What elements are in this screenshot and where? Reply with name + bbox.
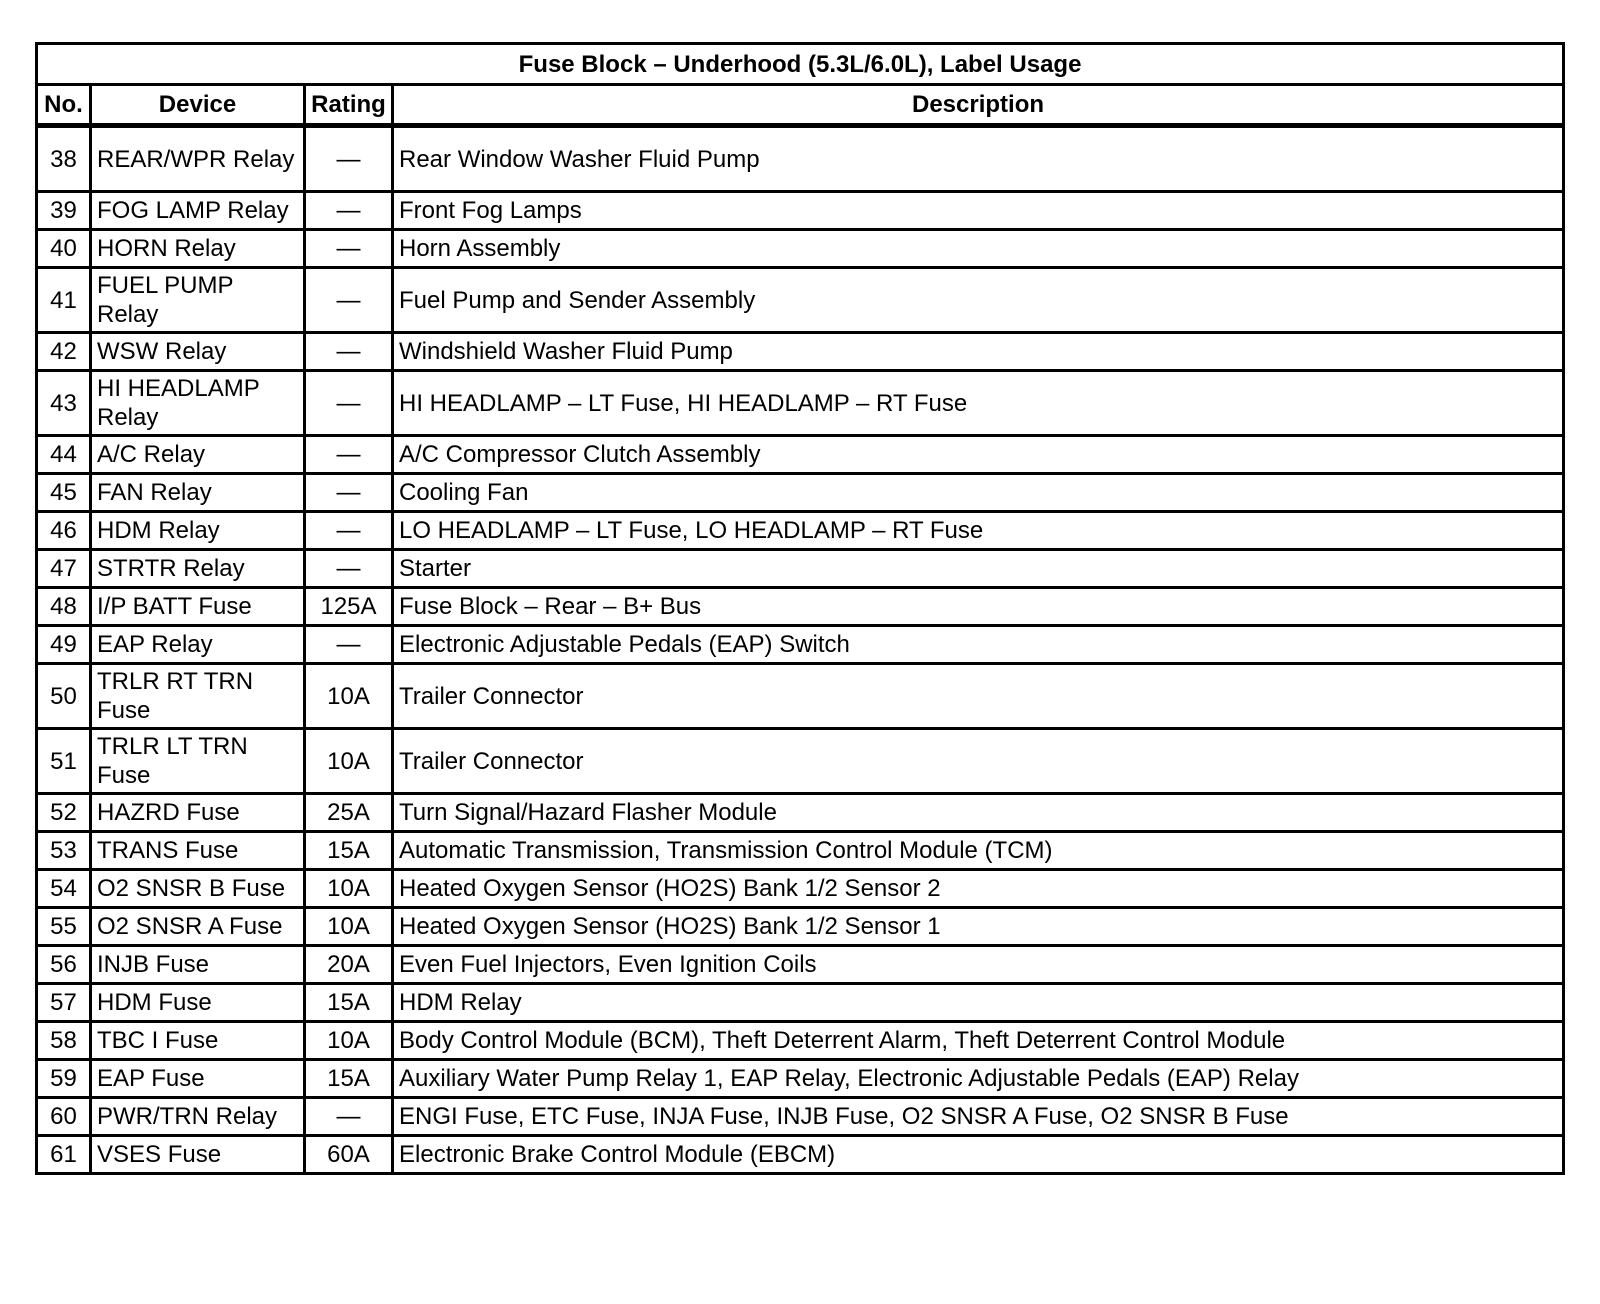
cell-no: 42 xyxy=(37,333,91,371)
cell-rating: 125A xyxy=(305,588,393,626)
table-row xyxy=(37,1098,1564,1136)
cell-device: I/P BATT Fuse xyxy=(91,588,305,626)
column-header-description: Description xyxy=(393,85,1564,126)
cell-description: Fuel Pump and Sender Assembly xyxy=(393,268,1564,333)
cell-no: 48 xyxy=(37,588,91,626)
cell-no: 59 xyxy=(37,1060,91,1098)
cell-description: Trailer Connector xyxy=(393,664,1564,729)
cell-description: Automatic Transmission, Transmission Control Module (TCM) xyxy=(393,832,1564,870)
cell-device: A/C Relay xyxy=(91,436,305,474)
cell-device: FUEL PUMP Relay xyxy=(91,268,305,333)
fuse-block-table xyxy=(35,42,1565,1175)
cell-no: 50 xyxy=(37,664,91,729)
cell-no: 51 xyxy=(37,729,91,794)
cell-description: Rear Window Washer Fluid Pump xyxy=(393,126,1564,192)
cell-no: 52 xyxy=(37,794,91,832)
table-row xyxy=(37,436,1564,474)
cell-no: 41 xyxy=(37,268,91,333)
cell-device: HDM Relay xyxy=(91,512,305,550)
cell-device: EAP Fuse xyxy=(91,1060,305,1098)
cell-rating: 10A xyxy=(305,870,393,908)
table-row xyxy=(37,832,1564,870)
table-row xyxy=(37,588,1564,626)
cell-description: Heated Oxygen Sensor (HO2S) Bank 1/2 Sensor 2 xyxy=(393,870,1564,908)
title-row xyxy=(37,44,1564,85)
cell-rating: — xyxy=(305,268,393,333)
column-header-device: Device xyxy=(91,85,305,126)
cell-rating: — xyxy=(305,1098,393,1136)
cell-no: 38 xyxy=(37,126,91,192)
cell-description: Windshield Washer Fluid Pump xyxy=(393,333,1564,371)
table-row xyxy=(37,664,1564,729)
cell-rating: — xyxy=(305,550,393,588)
cell-rating: 15A xyxy=(305,984,393,1022)
cell-rating: — xyxy=(305,333,393,371)
cell-description: Horn Assembly xyxy=(393,230,1564,268)
cell-description: Starter xyxy=(393,550,1564,588)
cell-rating: — xyxy=(305,192,393,230)
table-row xyxy=(37,946,1564,984)
cell-no: 49 xyxy=(37,626,91,664)
table-row xyxy=(37,474,1564,512)
table-row xyxy=(37,984,1564,1022)
cell-description: A/C Compressor Clutch Assembly xyxy=(393,436,1564,474)
table-row xyxy=(37,333,1564,371)
cell-description: Electronic Brake Control Module (EBCM) xyxy=(393,1136,1564,1174)
cell-description: Cooling Fan xyxy=(393,474,1564,512)
cell-device: FOG LAMP Relay xyxy=(91,192,305,230)
table-row xyxy=(37,908,1564,946)
cell-rating: — xyxy=(305,512,393,550)
cell-device: EAP Relay xyxy=(91,626,305,664)
cell-rating: 20A xyxy=(305,946,393,984)
cell-device: TRANS Fuse xyxy=(91,832,305,870)
cell-rating: — xyxy=(305,436,393,474)
cell-no: 46 xyxy=(37,512,91,550)
table-row xyxy=(37,794,1564,832)
table-body xyxy=(37,126,1564,1174)
cell-description: LO HEADLAMP – LT Fuse, LO HEADLAMP – RT Fuse xyxy=(393,512,1564,550)
cell-device: REAR/WPR Relay xyxy=(91,126,305,192)
table-row xyxy=(37,126,1564,192)
cell-rating: — xyxy=(305,230,393,268)
table-row xyxy=(37,268,1564,333)
cell-no: 57 xyxy=(37,984,91,1022)
cell-description: Heated Oxygen Sensor (HO2S) Bank 1/2 Sensor 1 xyxy=(393,908,1564,946)
table-title: Fuse Block – Underhood (5.3L/6.0L), Label Usage xyxy=(37,44,1564,85)
column-header-row xyxy=(37,85,1564,126)
cell-device: INJB Fuse xyxy=(91,946,305,984)
cell-description: Fuse Block – Rear – B+ Bus xyxy=(393,588,1564,626)
cell-no: 60 xyxy=(37,1098,91,1136)
cell-description: Front Fog Lamps xyxy=(393,192,1564,230)
cell-device: WSW Relay xyxy=(91,333,305,371)
cell-rating: 10A xyxy=(305,1022,393,1060)
cell-no: 55 xyxy=(37,908,91,946)
cell-device: HAZRD Fuse xyxy=(91,794,305,832)
table-row xyxy=(37,870,1564,908)
cell-device: TRLR RT TRN Fuse xyxy=(91,664,305,729)
column-header-no: No. xyxy=(37,85,91,126)
cell-rating: 10A xyxy=(305,664,393,729)
cell-no: 56 xyxy=(37,946,91,984)
cell-device: O2 SNSR B Fuse xyxy=(91,870,305,908)
cell-no: 39 xyxy=(37,192,91,230)
table-row xyxy=(37,230,1564,268)
table-row xyxy=(37,512,1564,550)
cell-device: HORN Relay xyxy=(91,230,305,268)
cell-description: ENGI Fuse, ETC Fuse, INJA Fuse, INJB Fuse, O2 SNSR A Fuse, O2 SNSR B Fuse xyxy=(393,1098,1564,1136)
cell-device: VSES Fuse xyxy=(91,1136,305,1174)
table-row xyxy=(37,1136,1564,1174)
cell-rating: — xyxy=(305,626,393,664)
cell-rating: — xyxy=(305,371,393,436)
table-row xyxy=(37,371,1564,436)
table-row xyxy=(37,729,1564,794)
cell-no: 45 xyxy=(37,474,91,512)
cell-device: HDM Fuse xyxy=(91,984,305,1022)
cell-rating: 10A xyxy=(305,729,393,794)
column-header-rating: Rating xyxy=(305,85,393,126)
cell-rating: 60A xyxy=(305,1136,393,1174)
cell-rating: — xyxy=(305,126,393,192)
cell-description: Electronic Adjustable Pedals (EAP) Switch xyxy=(393,626,1564,664)
cell-description: Turn Signal/Hazard Flasher Module xyxy=(393,794,1564,832)
table-row xyxy=(37,192,1564,230)
cell-description: HI HEADLAMP – LT Fuse, HI HEADLAMP – RT Fuse xyxy=(393,371,1564,436)
cell-no: 54 xyxy=(37,870,91,908)
cell-description: Trailer Connector xyxy=(393,729,1564,794)
table-row xyxy=(37,550,1564,588)
table-row xyxy=(37,626,1564,664)
cell-device: O2 SNSR A Fuse xyxy=(91,908,305,946)
cell-no: 44 xyxy=(37,436,91,474)
cell-device: HI HEADLAMP Relay xyxy=(91,371,305,436)
cell-no: 47 xyxy=(37,550,91,588)
cell-no: 53 xyxy=(37,832,91,870)
cell-rating: 10A xyxy=(305,908,393,946)
table-row xyxy=(37,1022,1564,1060)
cell-no: 61 xyxy=(37,1136,91,1174)
cell-device: FAN Relay xyxy=(91,474,305,512)
cell-no: 58 xyxy=(37,1022,91,1060)
cell-device: PWR/TRN Relay xyxy=(91,1098,305,1136)
cell-device: TBC I Fuse xyxy=(91,1022,305,1060)
cell-device: STRTR Relay xyxy=(91,550,305,588)
cell-description: Body Control Module (BCM), Theft Deterrent Alarm, Theft Deterrent Control Module xyxy=(393,1022,1564,1060)
cell-no: 43 xyxy=(37,371,91,436)
cell-rating: 15A xyxy=(305,1060,393,1098)
cell-rating: 25A xyxy=(305,794,393,832)
cell-description: Auxiliary Water Pump Relay 1, EAP Relay, Electronic Adjustable Pedals (EAP) Relay xyxy=(393,1060,1564,1098)
cell-description: HDM Relay xyxy=(393,984,1564,1022)
cell-device: TRLR LT TRN Fuse xyxy=(91,729,305,794)
cell-no: 40 xyxy=(37,230,91,268)
table-row xyxy=(37,1060,1564,1098)
cell-rating: 15A xyxy=(305,832,393,870)
cell-rating: — xyxy=(305,474,393,512)
cell-description: Even Fuel Injectors, Even Ignition Coils xyxy=(393,946,1564,984)
